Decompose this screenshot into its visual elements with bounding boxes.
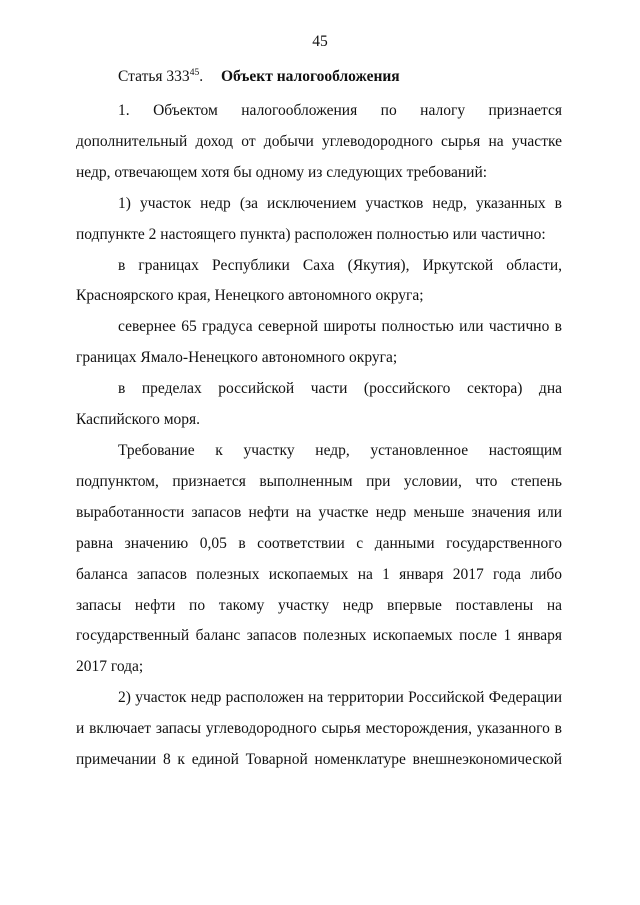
paragraph-3: в границах Республики Саха (Якутия), Иркутской области, Красноярского края, Ненецкого автономного округа; [76,256,562,305]
paragraph-2: 1) участок недр (за исключением участков недр, указанных в подпункте 2 настоящего пункта) расположен полностью или частично: [76,194,562,243]
article-body [76,96,562,776]
paragraph-5: в пределах российской части (российского сектора) дна Каспийского моря. [76,380,562,429]
paragraph-1: 1. Объектом налогообложения по налогу признается дополнительный доход от добычи углеводородного сырья на участке недр, отвечающем хотя бы одному из следующих требований: [76,102,562,181]
paragraph-6: Требование к участку недр, установленное настоящим подпунктом, признается выполненным при условии, что степень выработанности запасов нефти на участке недр меньше значения или равна значению 0,05 в соответствии с данными государственного баланса запасов полезных ископаемых на 1 января 2017 года либо запасы нефти по такому участку недр впервые поставлены на государственный баланс запасов полезных ископаемых после 1 января 2017 года; [76,441,562,676]
article-suffix: . [199,68,204,85]
article-heading [118,68,400,86]
article-superscript: 45 [189,67,200,78]
paragraph-7: 2) участок недр расположен на территории Российской Федерации и включает запасы углеводородного сырья месторождения, указанного в примечании 8 к единой Товарной номенклатуре внешнеэкономической [76,689,562,769]
paragraph-4: севернее 65 градуса северной широты полностью или частично в границах Ямало-Ненецкого автономного округа; [76,318,562,367]
article-number [118,68,203,85]
page-number: 45 [312,33,328,50]
article-title: Объект налогообложения [220,68,400,85]
article-label: Статья 333 [118,68,190,85]
